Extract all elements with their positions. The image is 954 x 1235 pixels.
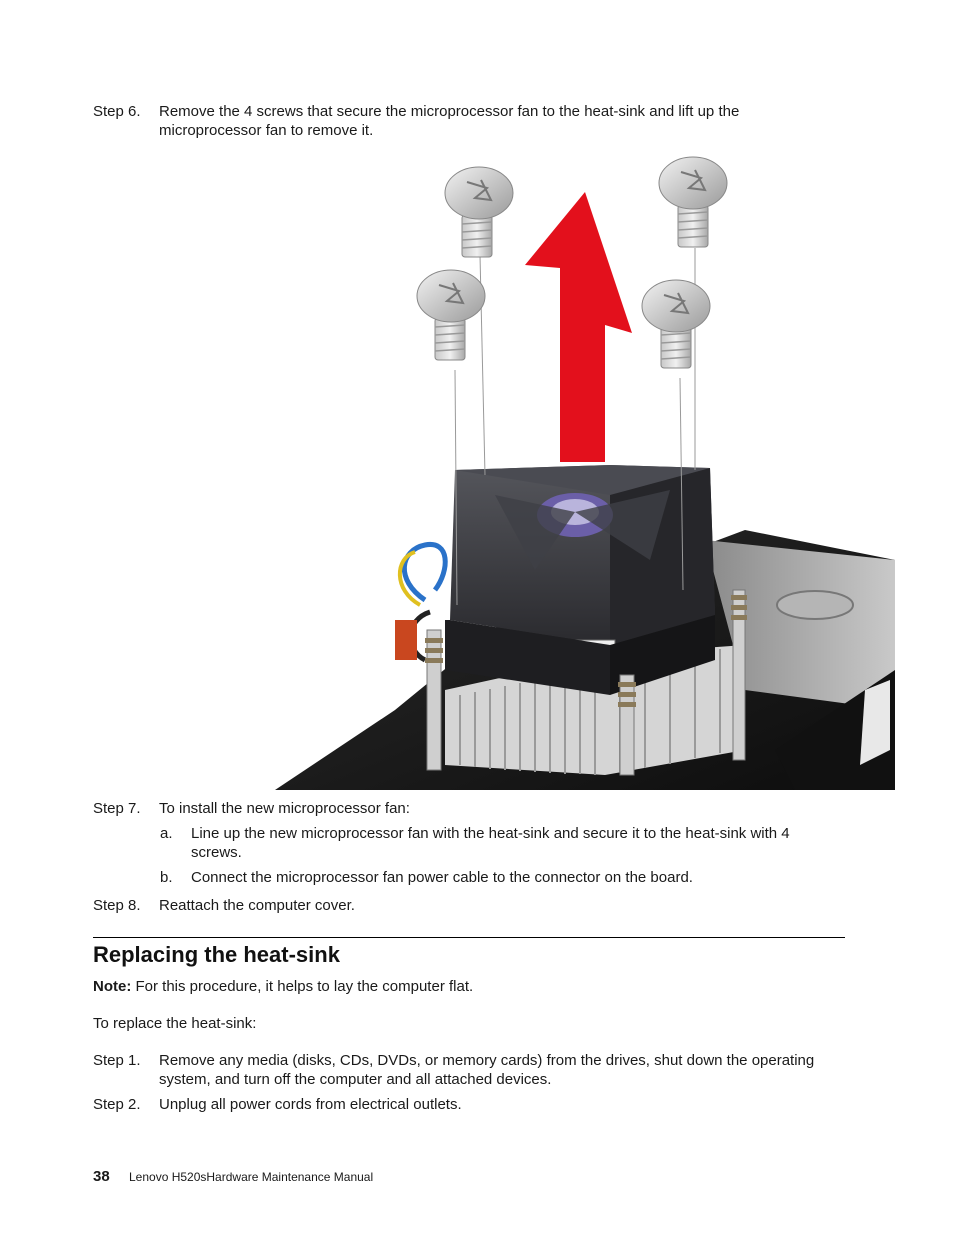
step-7b-label: b. bbox=[160, 869, 173, 886]
heat-sink-step-1-label: Step 1. bbox=[93, 1052, 141, 1069]
note-label: Note: bbox=[93, 978, 132, 995]
screw-top-left bbox=[445, 167, 513, 257]
screw-bottom-left bbox=[417, 270, 485, 360]
heat-sink-step-2-text: Unplug all power cords from electrical outlets. bbox=[159, 1096, 462, 1113]
heat-sink-step-1-text: Remove any media (disks, CDs, DVDs, or memory cards) from the drives, shut down the operating system, and turn off the computer and all attached devices. bbox=[159, 1052, 815, 1088]
note bbox=[93, 977, 853, 996]
step-7-text: To install the new microprocessor fan: bbox=[159, 800, 410, 817]
step-7b-text: Connect the microprocessor fan power cable to the connector on the board. bbox=[191, 869, 693, 886]
footer-title: Lenovo H520sHardware Maintenance Manual bbox=[129, 1170, 374, 1184]
section-intro: To replace the heat-sink: bbox=[93, 1015, 257, 1032]
screw-top-right bbox=[659, 157, 727, 247]
page-number: 38 bbox=[93, 1168, 110, 1185]
microprocessor-fan bbox=[445, 465, 715, 695]
step-8-label: Step 8. bbox=[93, 897, 141, 914]
step-7a-text: Line up the new microprocessor fan with the heat-sink and secure it to the heat-sink with 4 screws. bbox=[191, 825, 790, 861]
section-divider bbox=[93, 937, 845, 938]
screw-bottom-right bbox=[642, 280, 710, 368]
step-6-label: Step 6. bbox=[93, 103, 141, 120]
note-text: For this procedure, it helps to lay the computer flat. bbox=[135, 978, 474, 995]
step-7-label: Step 7. bbox=[93, 800, 141, 817]
section-title: Replacing the heat-sink bbox=[93, 942, 340, 967]
fan-removal-illustration bbox=[275, 150, 895, 790]
step-7a-label: a. bbox=[160, 825, 173, 842]
step-6-text: Remove the 4 screws that secure the microprocessor fan to the heat-sink and lift up the microprocessor fan to remove it. bbox=[159, 103, 740, 139]
lift-arrow-icon bbox=[525, 192, 632, 462]
step-8-text: Reattach the computer cover. bbox=[159, 897, 355, 914]
heat-sink-step-2-label: Step 2. bbox=[93, 1096, 141, 1113]
